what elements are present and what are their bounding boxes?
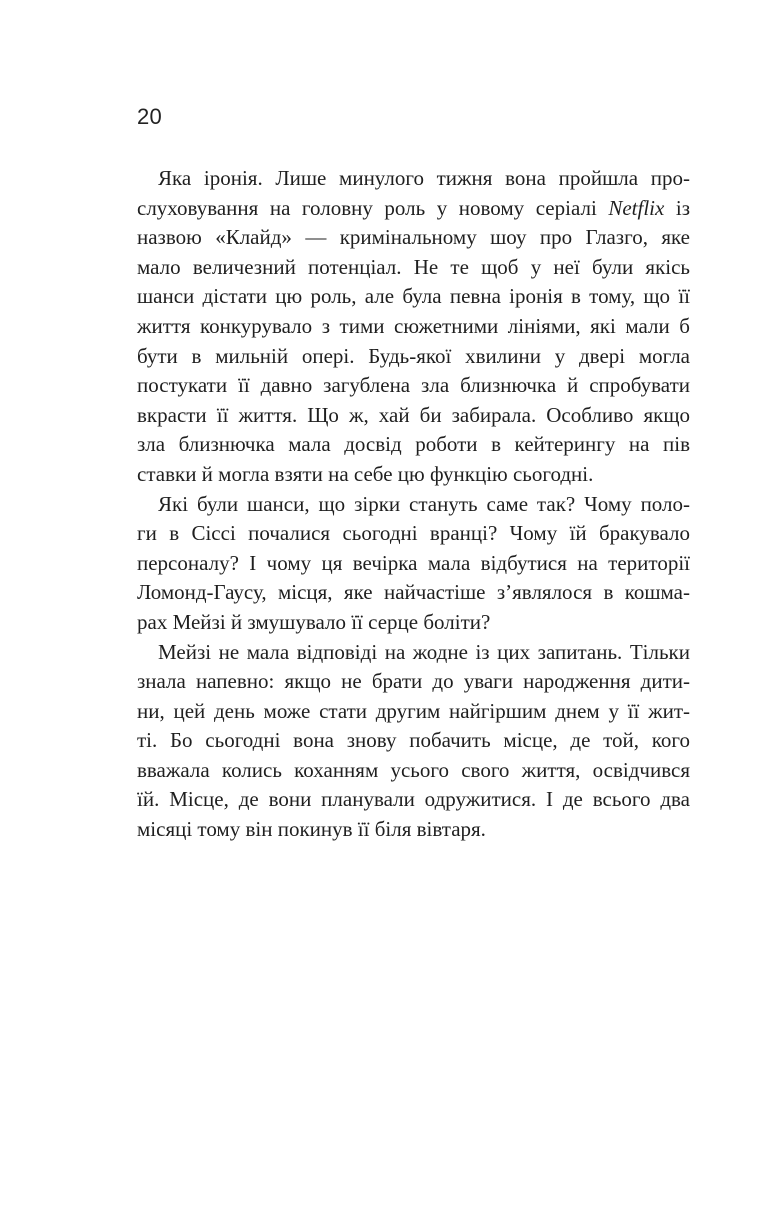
text-line: назвою «Клайд» — кримінальному шоу про Глазго, яке [137, 225, 690, 250]
text-line: слуховування на головну роль у новому серіалі Netflix із [137, 195, 690, 220]
paragraph [137, 164, 690, 490]
text-line: знала напевно: якщо не брати до уваги народження дити- [137, 669, 690, 694]
text-line: місяці тому він покинув її біля вівтаря. [137, 817, 486, 842]
text-line: ставки й могла взяти на себе цю функцію сьогодні. [137, 461, 594, 486]
text-line: вкрасти її життя. Що ж, хай би забирала. Особливо якщо [137, 402, 690, 427]
text-line: мало величезний потенціал. Не те щоб у неї були якісь [137, 254, 690, 279]
paragraph [137, 638, 690, 845]
text-line: шанси дістати цю роль, але була певна іронія в тому, що її [137, 284, 690, 309]
page-number: 20 [137, 104, 163, 129]
page-text [137, 164, 690, 845]
text-line: життя конкурувало з тими сюжетними лініями, які мали б [137, 313, 690, 338]
text-line: ни, цей день може стати другим найгіршим днем у її жит- [137, 698, 690, 723]
text-line: вважала колись коханням усього свого життя, освідчився [137, 757, 690, 782]
text-line: Яка іронія. Лише минулого тижня вона пройшла про- [158, 166, 690, 190]
paragraph [137, 490, 690, 638]
text-line: Ломонд-Гаусу, місця, яке найчастіше з’являлося в кошма- [137, 580, 690, 605]
text-line: Які були шанси, що зірки стануть саме так? Чому поло- [158, 491, 690, 516]
text-line: Мейзі не мала відповіді на жодне із цих запитань. Тільки [158, 639, 690, 664]
text-line: ги в Сіссі почалися сьогодні вранці? Чому їй бракувало [137, 521, 690, 546]
text-line: бути в мильній опері. Будь-якої хвилини у двері могла [137, 343, 690, 368]
text-line: рах Мейзі й змушувало її серце боліти? [137, 609, 491, 634]
text-line: ті. Бо сьогодні вона знову побачить місце, де той, кого [137, 728, 690, 753]
text-line: персоналу? І чому ця вечірка мала відбутися на території [137, 550, 690, 575]
text-line: їй. Місце, де вони планували одружитися. І де всього два [137, 787, 690, 812]
text-line: зла близнючка мала досвід роботи в кейтерингу на пів [137, 432, 690, 457]
text-line: постукати її давно загублена зла близнючка й спробувати [137, 373, 690, 398]
